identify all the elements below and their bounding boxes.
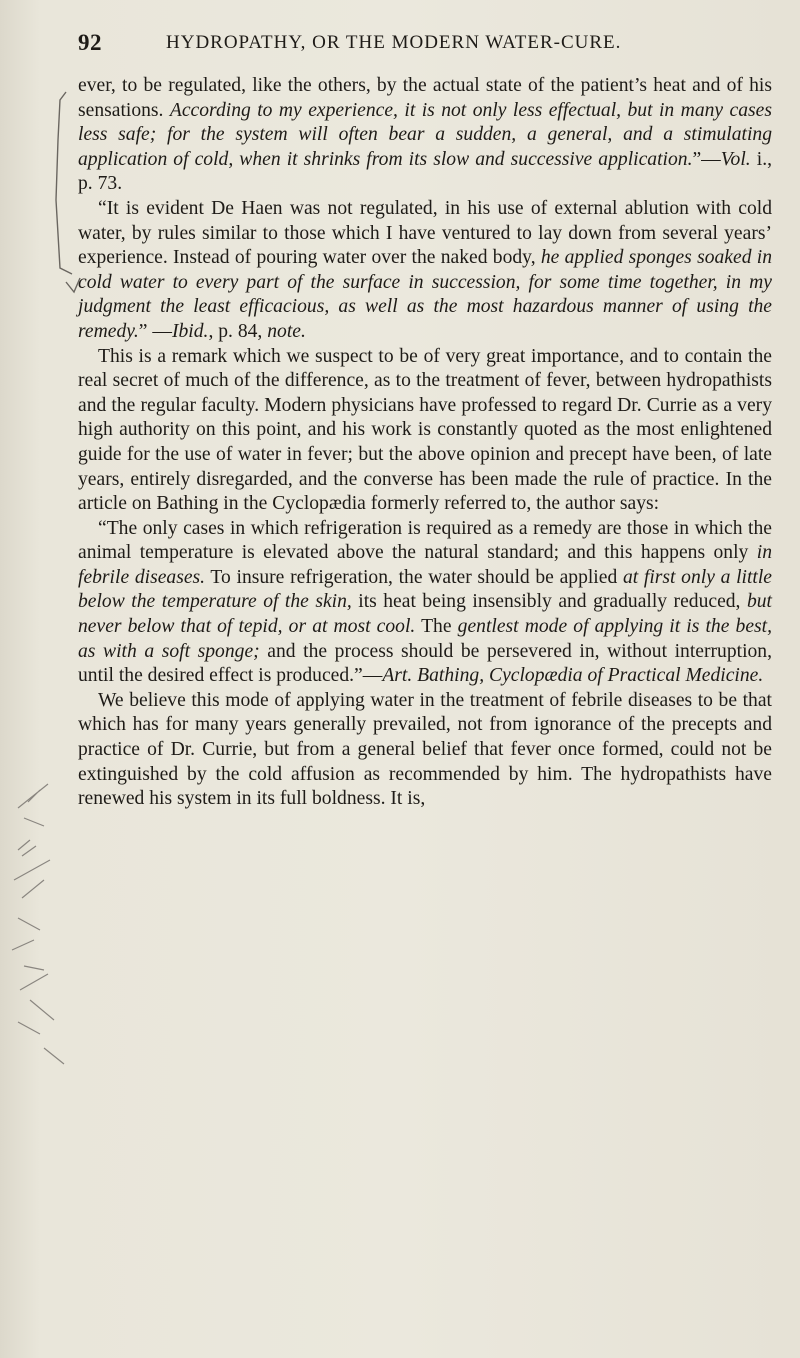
text-run: “It is evident De Haen was not regulated, in his use of external ablution with cold water, by rules similar to those which I have ventured to lay down from several years’ experience. Instead of pouring water over the naked body, bbox=[78, 197, 772, 269]
text-run: We believe this mode of applying water in the treatment of febrile diseases to be that which has for many years generally prevailed, not from ignorance of the precepts and practice of Dr. Currie, but from a general belief that fever once formed, could not be extinguished by the cold affusion as recommended by him. The hydropathists have renewed his system in its full boldness. It is, bbox=[78, 689, 772, 810]
text-run: This is a remark which we suspect to be of very great importance, and to contain the real secret of much of the difference, as to the treatment of fever, between hydropathists and the regular faculty. Modern physicians have professed to regard Dr. Currie as a very high authority on this point, and his work is constantly quoted as the most enlightened guide for the use of water in fever; but the above opinion and precept have been, of late years, entirely disregarded, and the converse has been made the rule of practice. In the article on Bathing in the Cyclopædia formerly referred to, the author says: bbox=[78, 345, 772, 515]
page-number: 92 bbox=[78, 30, 102, 55]
margin-scribble-mark-2 bbox=[12, 860, 50, 970]
text-run: and the process should be persevered in, without interruption, until the desired effect is produced.”— bbox=[78, 640, 773, 687]
italic-text: he applied sponges soaked in cold water to every part of the surface in succession, for some time together, in my judgment the least efficacious, as well as the most hazardous manner of using the remedy. bbox=[78, 247, 772, 342]
text-run: ever, to be regulated, like the others, by the actual state of the patient’s heat and of his sensations. bbox=[78, 75, 772, 121]
margin-scribble-mark-3 bbox=[18, 974, 64, 1064]
text-run: The bbox=[415, 616, 458, 638]
body-text bbox=[78, 74, 772, 812]
paragraph-3 bbox=[78, 345, 772, 517]
text-run: , p. 84, bbox=[208, 320, 268, 342]
text-run: ”— bbox=[692, 148, 721, 170]
margin-bracket-mark bbox=[56, 92, 72, 274]
text-run: its heat being insensibly and gradually reduced, bbox=[351, 591, 747, 613]
italic-text: in febrile diseases. bbox=[78, 542, 772, 588]
text-run: i., p. 73. bbox=[78, 148, 772, 195]
paragraph-4 bbox=[78, 517, 772, 689]
text-run: ” — bbox=[138, 320, 172, 342]
paragraph-1 bbox=[78, 74, 772, 197]
margin-scribble-mark bbox=[18, 784, 48, 856]
italic-text: According to my experience, it is not only less effectual, but in many cases less safe; for the system will often bear a sudden, a general, and a stimulating application of cold, when it shrinks from its slow and successive application. bbox=[78, 99, 772, 170]
paragraph-2 bbox=[78, 197, 772, 345]
italic-text: Art. Bathing, Cyclopædia of Practical Medicine. bbox=[382, 665, 764, 687]
italic-text: gentlest mode of applying it is the best, as with a soft sponge; bbox=[78, 616, 773, 662]
italic-text: at first only a little below the temperature of the skin, bbox=[78, 566, 773, 613]
italic-text: note. bbox=[267, 320, 306, 342]
running-title: HYDROPATHY, OR THE MODERN WATER-CURE. bbox=[166, 32, 622, 53]
text-run: To insure refrigeration, the water should be applied bbox=[205, 566, 623, 588]
running-head bbox=[78, 26, 750, 66]
italic-text: Ibid. bbox=[171, 320, 209, 342]
italic-text: Vol. bbox=[720, 148, 751, 170]
paragraph-5 bbox=[78, 689, 772, 812]
italic-text: but never below that of tepid, or at most cool. bbox=[78, 591, 772, 638]
text-run: “The only cases in which refrigeration is required as a remedy are those in which the animal temperature is elevated above the natural standard; and this happens only bbox=[78, 517, 772, 564]
